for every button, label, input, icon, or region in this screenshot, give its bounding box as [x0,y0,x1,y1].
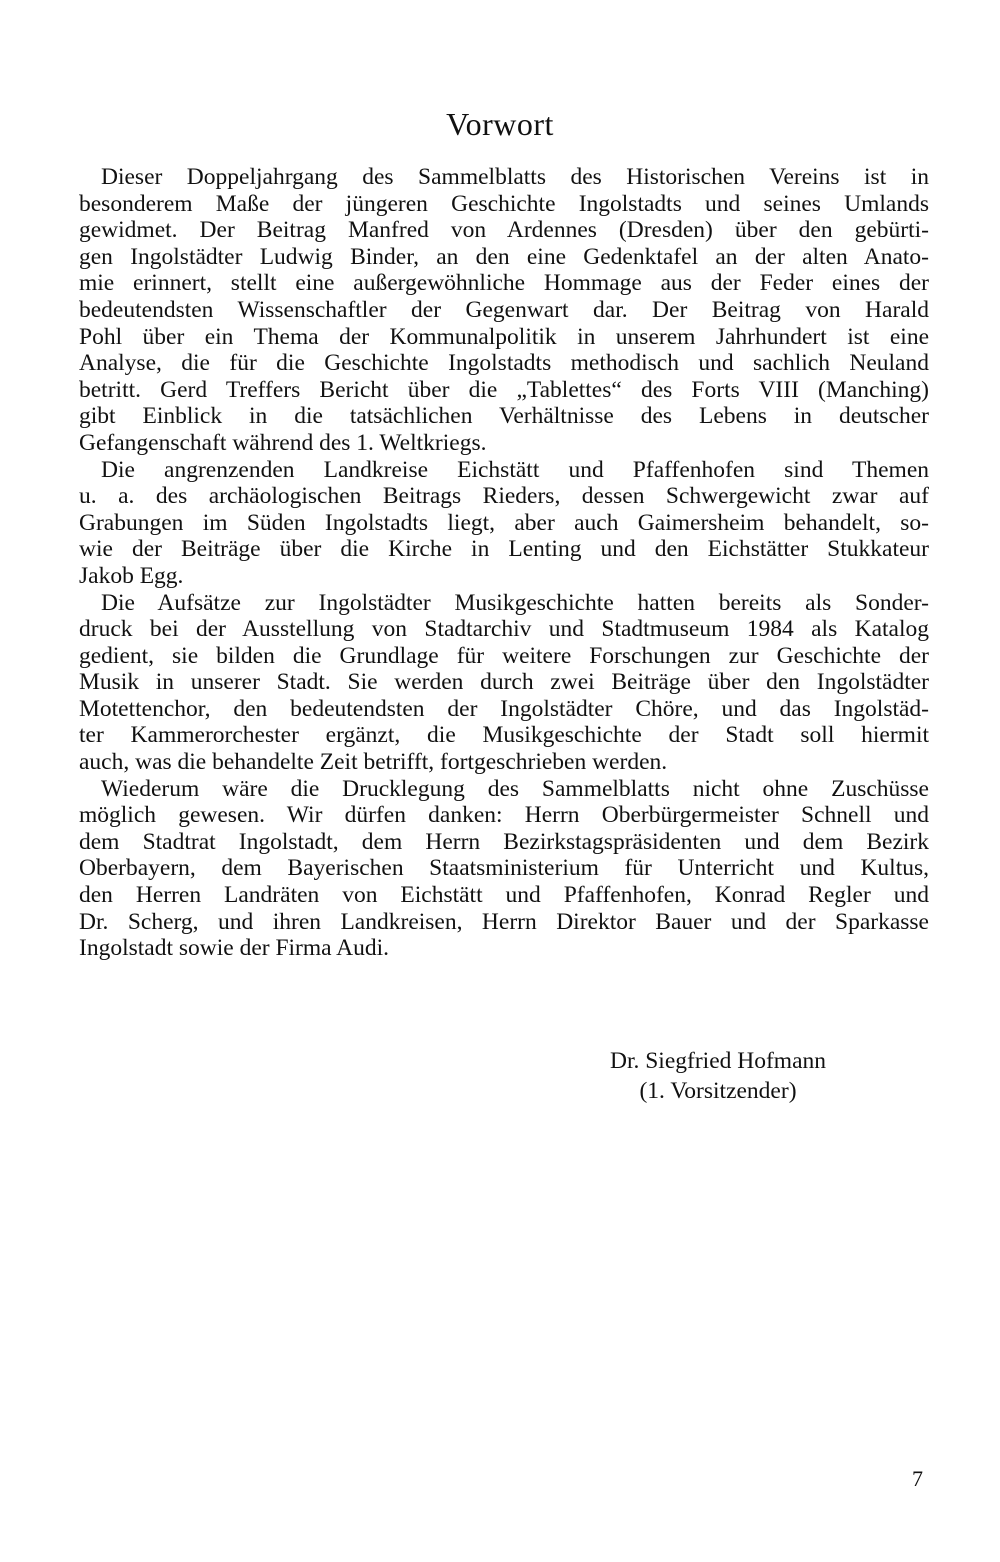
text-line: gibt Einblick in die tatsächlichen Verhältnisse des Lebens in deutscher [79,403,929,430]
text-line: wie der Beiträge über die Kirche in Lenting und den Eichstätter Stukkateur [79,536,929,563]
paragraph-2 [79,457,929,590]
text-line: Analyse, die für die Geschichte Ingolstadts methodisch und sachlich Neuland [79,350,929,377]
text-line: Musik in unserer Stadt. Sie werden durch zwei Beiträge über den Ingolstädter [79,669,929,696]
text-line: Die Aufsätze zur Ingolstädter Musikgeschichte hatten bereits als Sonder- [101,589,929,616]
text-line: druck bei der Ausstellung von Stadtarchiv und Stadtmuseum 1984 als Katalog [79,616,929,643]
paragraph-3 [79,590,929,776]
text-line: Dr. Scherg, und ihren Landkreisen, Herrn Direktor Bauer und der Sparkasse [79,908,929,935]
preface-body [79,164,929,962]
signature-block [560,1046,876,1106]
text-line: dem Stadtrat Ingolstadt, dem Herrn Bezirkstagspräsidenten und dem Bezirk [79,828,929,855]
page-title: Vorwort [446,106,554,142]
paragraph-1 [79,164,929,457]
text-line: Die angrenzenden Landkreise Eichstätt und Pfaffenhofen sind Themen [101,456,929,483]
text-line: gedient, sie bilden die Grundlage für weitere Forschungen zur Geschichte der [79,642,929,669]
text-line: besonderem Maße der jüngeren Geschichte Ingolstadts und seines Umlands [79,190,929,217]
signature-name: Dr. Siegfried Hofmann [609,1048,827,1074]
text-line: mie erinnert, stellt eine außergewöhnliche Hommage aus der Feder eines der [79,270,929,297]
text-line: u. a. des archäologischen Beitrags Rieders, dessen Schwergewicht zwar auf [79,483,929,510]
text-line: gen Ingolstädter Ludwig Binder, an den eine Gedenktafel an der alten Anato- [79,243,929,270]
text-line: Dieser Doppeljahrgang des Sammelblatts des Historischen Vereins ist in [101,164,929,190]
text-line: gewidmet. Der Beitrag Manfred von Ardennes (Dresden) über den gebürti- [79,217,929,244]
signature-role: (1. Vorsitzender) [639,1078,797,1104]
text-line: Gefangenschaft während des 1. Weltkriegs. [79,429,487,456]
text-line: möglich gewesen. Wir dürfen danken: Herrn Oberbürgermeister Schnell und [79,802,929,829]
text-line: ter Kammerorchester ergänzt, die Musikgeschichte der Stadt soll hiermit [79,722,929,749]
text-line: auch, was die behandelte Zeit betrifft, fortgeschrieben werden. [79,749,668,776]
text-line: betritt. Gerd Treffers Bericht über die „Tablettes“ des Forts VIII (Manching) [79,376,929,403]
text-line: Wiederum wäre die Drucklegung des Sammelblatts nicht ohne Zuschüsse [101,775,929,802]
text-line: Motettenchor, den bedeutendsten der Ingolstädter Chöre, und das Ingolstäd- [79,695,929,722]
text-line: Jakob Egg. [79,562,184,589]
text-line: bedeutendsten Wissenschaftler der Gegenwart dar. Der Beitrag von Harald [79,296,929,323]
text-line: Grabungen im Süden Ingolstadts liegt, aber auch Gaimersheim behandelt, so- [79,509,929,536]
text-line: Ingolstadt sowie der Firma Audi. [79,935,390,962]
page-number: 7 [912,1466,923,1491]
text-line: Pohl über ein Thema der Kommunalpolitik in unserem Jahrhundert ist eine [79,323,929,350]
text-line: den Herren Landräten von Eichstätt und Pfaffenhofen, Konrad Regler und [79,882,929,909]
text-line: Oberbayern, dem Bayerischen Staatsministerium für Unterricht und Kultus, [79,855,929,882]
paragraph-4 [79,776,929,962]
